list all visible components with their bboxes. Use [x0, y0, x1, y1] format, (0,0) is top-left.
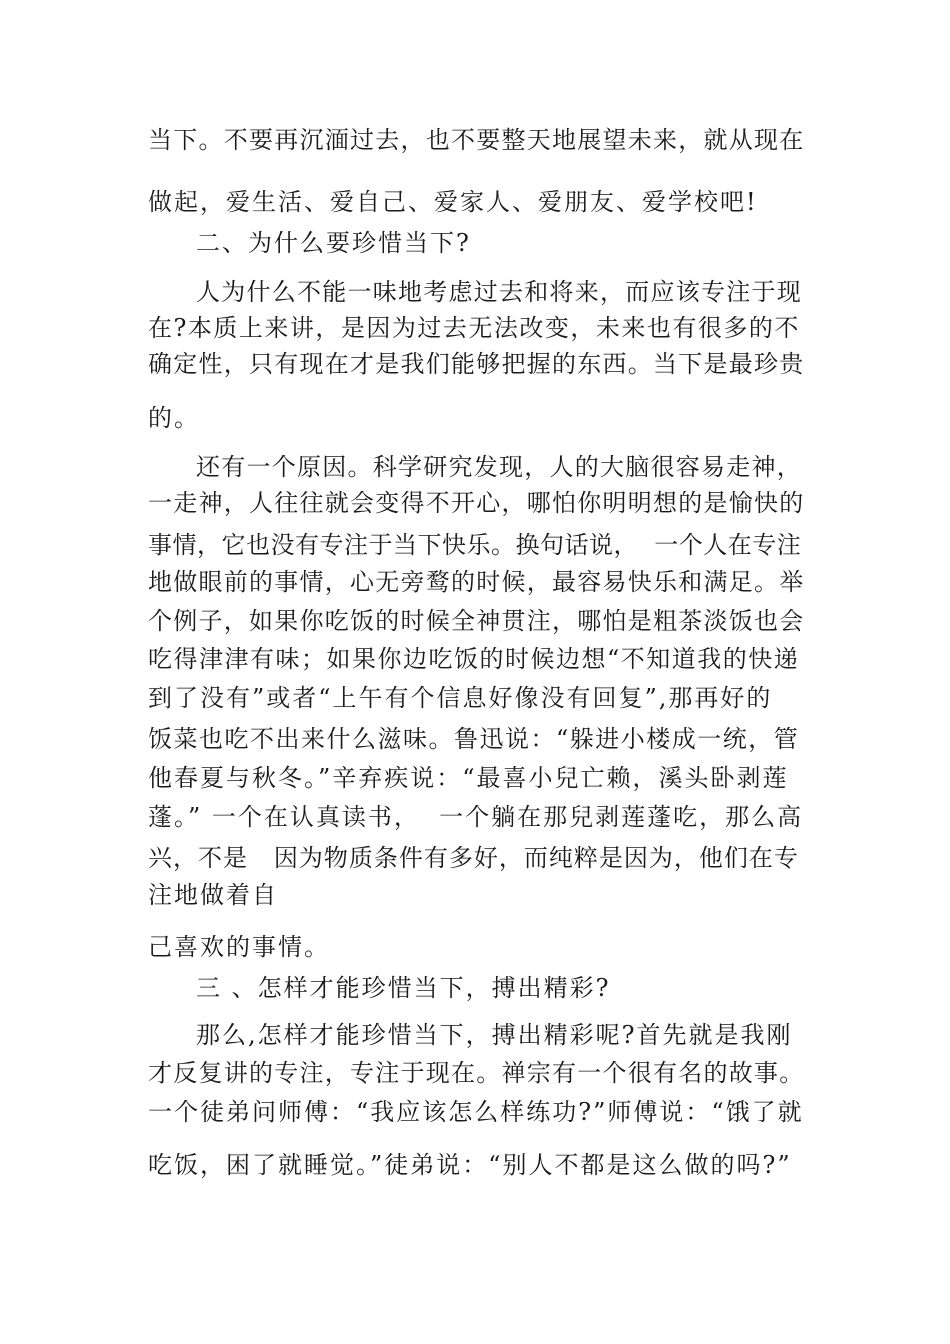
section-heading: 三 、怎样才能珍惜当下，搏出精彩?	[196, 974, 611, 1002]
text-line: 才反复讲的专注，专注于现在。禅宗有一个很有名的故事。	[148, 1059, 805, 1087]
text-line: 确定性，只有现在才是我们能够把握的东西。当下是最珍贵	[148, 350, 805, 378]
paragraph-first-line: 还有一个原因。科学研究发现，人的大脑很容易走神，	[196, 453, 802, 481]
text-line: 个例子，如果你吃饭的时候全神贯注，哪怕是粗茶淡饭也会	[148, 607, 805, 635]
text-line: 在?本质上来讲，是因为过去无法改变，未来也有很多的不	[148, 314, 800, 342]
paragraph-first-line: 那么,怎样才能珍惜当下，搏出精彩呢?首先就是我刚	[196, 1021, 793, 1049]
text-line: 当下。不要再沉湎过去，也不要整天地展望未来，就从现在	[148, 126, 805, 154]
text-line: 的。	[148, 404, 200, 432]
paragraph-first-line: 人为什么不能一味地考虑过去和将来，而应该专注于现	[196, 278, 802, 306]
section-heading: 二、为什么要珍惜当下?	[196, 229, 471, 257]
text-line: 地做眼前的事情，心无旁鹜的时候，最容易快乐和满足。举	[148, 568, 805, 596]
text-line: 己喜欢的事情。	[148, 933, 330, 961]
text-line: 一个徒弟问师傅：“我应该怎么样练功?”师傅说：“饿了就	[148, 1098, 804, 1126]
text-line: 他春夏与秋冬。”辛弃疾说：“最喜小兒亡赖，溪头卧剥莲	[148, 764, 789, 792]
text-line: 做起，爱生活、爱自己、爱家人、爱朋友、爱学校吧!	[148, 188, 758, 216]
text-line: 一走神，人往往就会变得不开心，哪怕你明明想的是愉快的	[148, 489, 805, 517]
text-line: 兴，不是 因为物质条件有多好，而纯粹是因为，他们在专	[148, 844, 799, 872]
text-line: 注地做着自	[148, 881, 278, 909]
text-line: 事情，它也没有专注于当下快乐。换句话说， 一个人在专注	[148, 531, 802, 559]
text-line: 蓬。” 一个在认真读书， 一个躺在那兒剥莲蓬吃，那么高	[148, 803, 804, 831]
text-line: 吃得津津有味；如果你边吃饭的时候边想“不知道我的快递	[148, 645, 800, 673]
text-line: 饭菜也吃不出来什么滋味。鲁迅说：“躲进小楼成一统，管	[148, 725, 800, 753]
text-line: 吃饭，困了就睡觉。”徒弟说：“别人不都是这么做的吗?”	[148, 1151, 792, 1179]
text-line: 到了没有”或者“上午有个信息好像没有回复”,那再好的	[148, 684, 773, 712]
